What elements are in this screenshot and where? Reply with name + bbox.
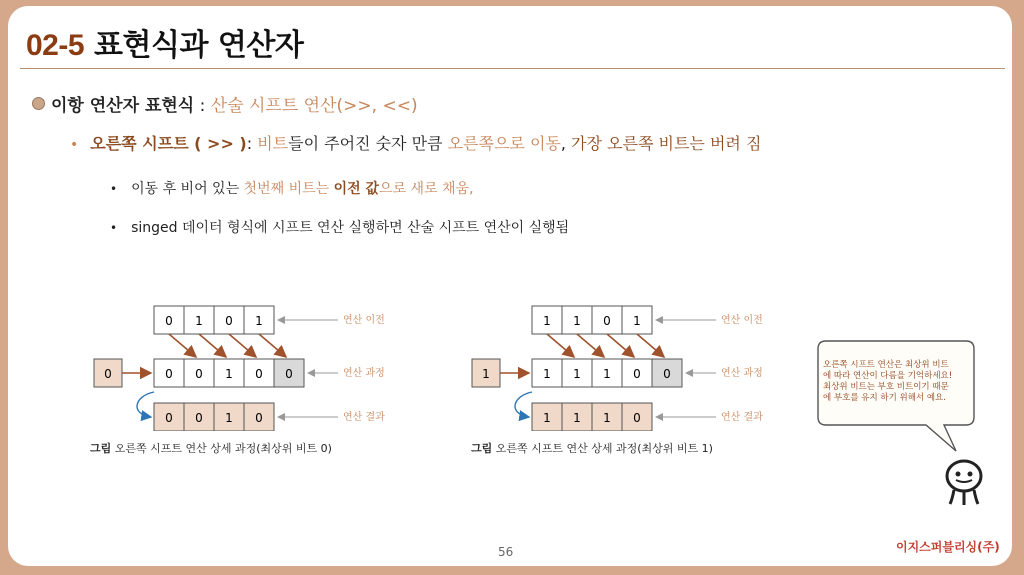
bit-cell: 1 <box>543 314 551 328</box>
mascot-icon <box>942 458 986 508</box>
bit-cell: 0 <box>255 411 263 425</box>
discarded-bit: 0 <box>663 367 671 381</box>
bit-cell: 1 <box>543 411 551 425</box>
bullet-dot: • <box>110 182 118 196</box>
bit-cell: 1 <box>573 314 581 328</box>
section-number: 02-5 <box>26 29 85 62</box>
input-bit-label: 0 <box>104 367 112 381</box>
bit-cell: 1 <box>195 314 203 328</box>
bit-cell: 0 <box>165 367 173 381</box>
title-divider <box>20 68 1005 69</box>
result-curve-arrow <box>137 392 154 417</box>
label-before: 연산 이전 <box>721 315 763 326</box>
shift-arrows <box>169 334 286 357</box>
page-title <box>26 20 303 64</box>
bit-cell: 0 <box>195 411 203 425</box>
bit-cell: 1 <box>225 411 233 425</box>
label-result: 연산 결과 <box>721 412 763 423</box>
bubble-line: 에 따라 연산이 다름을 기억하세요! <box>823 371 953 381</box>
caption-text: 오른쪽 시프트 연산 상세 과정(최상위 비트 1) <box>492 442 713 455</box>
caption-label: 그림 <box>90 442 112 455</box>
label-process: 연산 과정 <box>343 368 385 379</box>
text-emphasis: 가장 오른쪽 비트는 버려 짐 <box>571 134 762 153</box>
label-before: 연산 이전 <box>343 315 385 326</box>
bullet-level3 <box>110 217 569 237</box>
input-bit-label: 1 <box>482 367 490 381</box>
publisher-logo: 이지스퍼블리싱(주) <box>896 540 1000 554</box>
bit-cell: 0 <box>195 367 203 381</box>
bubble-line: 오른쪽 시프트 연산은 최상위 비트 <box>823 360 949 370</box>
bit-cell: 0 <box>225 314 233 328</box>
label-process: 연산 과정 <box>721 368 763 379</box>
row-before <box>532 306 652 334</box>
bit-cell: 1 <box>603 411 611 425</box>
text-accent: 비트 <box>257 134 289 153</box>
shift-diagram-msb0 <box>78 296 418 431</box>
bit-cell: 1 <box>603 367 611 381</box>
bullet-icon <box>32 97 45 110</box>
section-title: 표현식과 연산자 <box>94 28 304 63</box>
text-accent: 첫번째 비트는 <box>243 181 334 197</box>
bit-cell: 1 <box>573 367 581 381</box>
bit-cell: 1 <box>573 411 581 425</box>
bit-cell: 0 <box>165 411 173 425</box>
row-process <box>154 359 304 387</box>
bit-cell: 0 <box>165 314 173 328</box>
bit-cell: 0 <box>603 314 611 328</box>
bullet-level3 <box>110 178 474 198</box>
topic-heading: 이항 연산자 표현식 <box>51 96 195 116</box>
shift-name: 오른쪽 시프트 <box>90 134 189 153</box>
caption-text: 오른쪽 시프트 연산 상세 과정(최상위 비트 0) <box>111 442 332 455</box>
text-plain: 이동 후 비어 있는 <box>131 181 244 197</box>
bit-cell: 0 <box>633 367 641 381</box>
result-curve-arrow <box>515 392 532 417</box>
text-plain: 들이 주어진 숫자 만큼 <box>288 134 448 153</box>
bit-cell: 1 <box>543 367 551 381</box>
discarded-bit: 0 <box>285 367 293 381</box>
page-number: 56 <box>498 545 514 559</box>
topic-subtitle: 산술 시프트 연산(>>, <<) <box>210 96 418 116</box>
bullet-dot: • <box>110 221 118 235</box>
bit-cell: 0 <box>255 367 263 381</box>
bullet-level2 <box>70 131 761 154</box>
shift-arrows <box>547 334 664 357</box>
row-result <box>154 403 274 431</box>
row-process <box>532 359 682 387</box>
slide <box>8 6 1012 566</box>
colon: : <box>246 134 258 153</box>
row-before <box>154 306 274 334</box>
text-plain: , <box>560 134 572 153</box>
bullet-dot: • <box>70 137 79 153</box>
figure-caption-1 <box>90 440 332 456</box>
text-emphasis: 이전 값 <box>333 181 380 197</box>
bubble-line: 최상위 비트는 부호 비트이기 때문 <box>823 382 949 392</box>
text-accent: 오른쪽으로 이동 <box>447 134 561 153</box>
bit-cell: 1 <box>225 367 233 381</box>
label-result: 연산 결과 <box>343 412 385 423</box>
bullet-level1 <box>32 91 418 116</box>
bit-cell: 1 <box>255 314 263 328</box>
caption-label: 그림 <box>471 442 493 455</box>
text-plain: singed 데이터 형식에 시프트 연산 실행하면 산술 시프트 연산이 실행됨 <box>131 220 570 236</box>
bit-cell: 0 <box>633 411 641 425</box>
bubble-line: 에 부호를 유지 하기 위해서 예요. <box>823 393 946 403</box>
separator: : <box>194 96 211 116</box>
bubble-text <box>823 360 973 404</box>
bit-cell: 1 <box>633 314 641 328</box>
row-result <box>532 403 652 431</box>
shift-operator: ( >> ) <box>188 134 247 153</box>
shift-diagram-msb1 <box>456 296 796 431</box>
figure-caption-2 <box>471 440 713 456</box>
text-accent: 으로 새로 채움, <box>379 181 474 197</box>
